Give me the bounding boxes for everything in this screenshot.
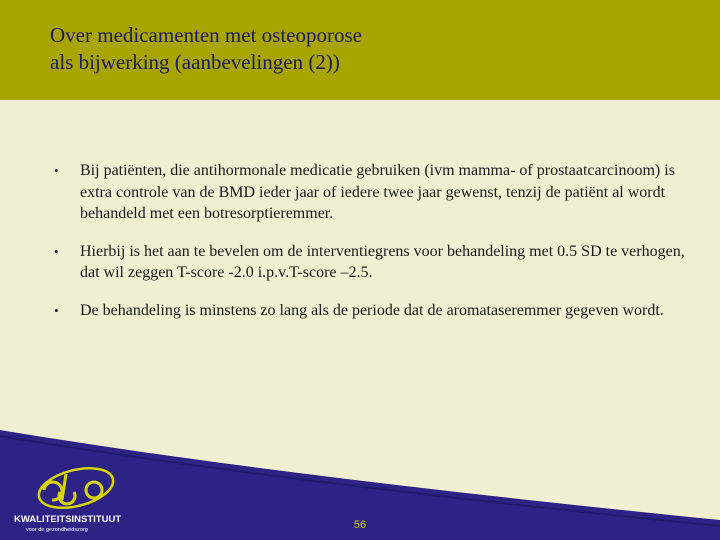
bullet-marker: • xyxy=(54,163,59,178)
title-line-2: als bijwerking (aanbevelingen (2)) xyxy=(50,50,340,74)
bullet-text: Hierbij is het aan te bevelen om de interventiegrens voor behandeling met 0.5 SD te verhogen, dat wil zeggen T-score -2.0 i.p.v.T-score –2.5. xyxy=(80,242,685,281)
title-line-1: Over medicamenten met osteoporose xyxy=(50,23,362,47)
page-number: 56 xyxy=(353,519,367,531)
logo-tagline: voor de gezondheidszorg xyxy=(26,527,88,533)
bullet-item xyxy=(52,241,692,284)
bullet-list xyxy=(52,160,692,337)
bullet-text: Bij patiënten, die antihormonale medicatie gebruiken (ivm mamma- of prostaatcarcinoom) is extra controle van de BMD ieder jaar of iedere twee jaar gewenst, tenzij de patiënt al wordt behandeld met een botresorptieremmer. xyxy=(80,162,675,222)
slide-title xyxy=(50,22,690,76)
bullet-item xyxy=(52,300,692,322)
bullet-marker: • xyxy=(54,243,59,259)
logo-name: KWALITEITSINSTITUUT xyxy=(14,514,122,525)
bullet-item xyxy=(52,160,692,225)
cbo-logo xyxy=(10,460,130,535)
bullet-marker: • xyxy=(54,302,59,318)
bullet-text: De behandeling is minstens zo lang als de periode dat de aromataseremmer gegeven wordt. xyxy=(80,301,664,319)
